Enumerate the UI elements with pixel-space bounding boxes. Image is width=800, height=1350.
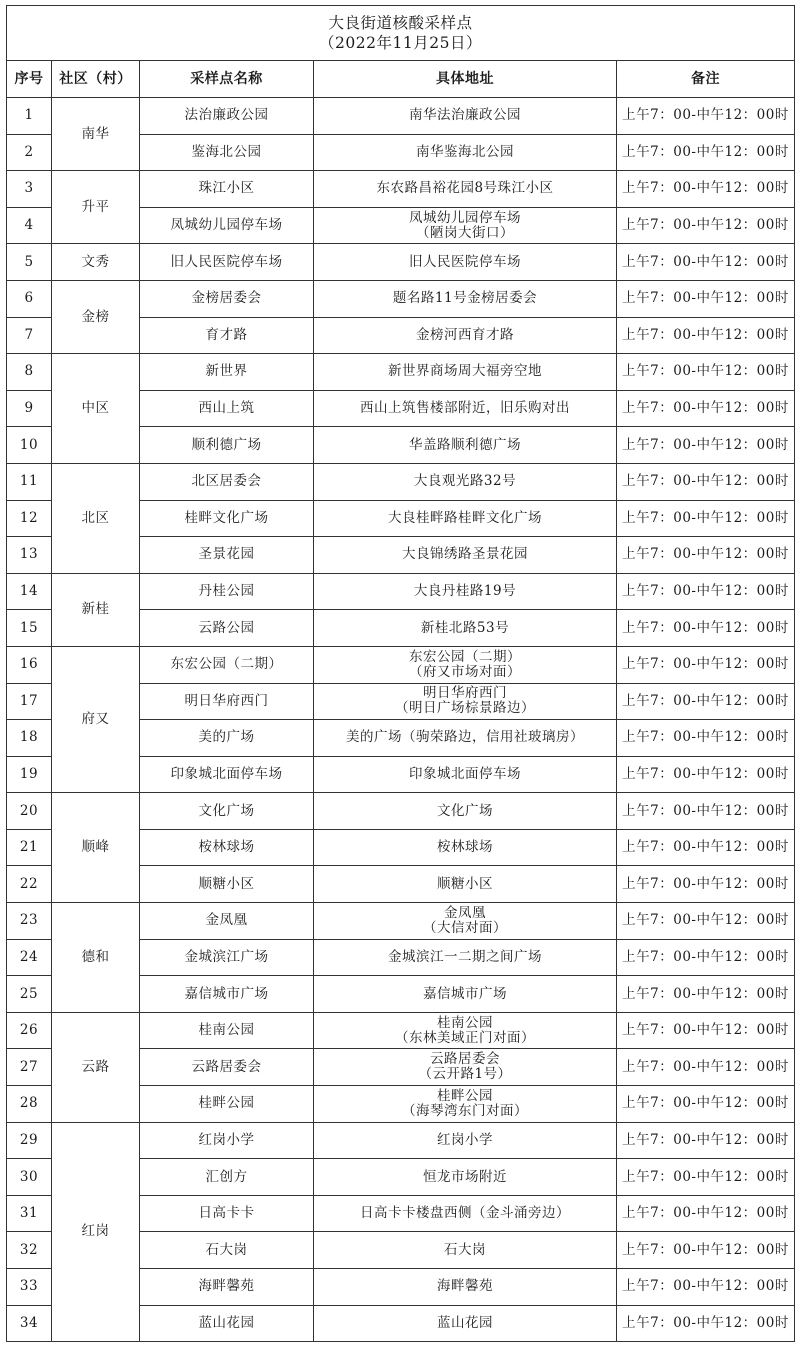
remark-hours: 上午7：00-中午12：00时 — [617, 134, 795, 171]
address-line: 大良锦绣路圣景花园 — [402, 546, 528, 563]
site-name: 桂畔文化广场 — [140, 500, 314, 537]
community-name: 北区 — [52, 463, 140, 573]
table-row — [7, 244, 795, 281]
remark-hours: 上午7：00-中午12：00时 — [617, 1049, 795, 1086]
site-name: 桂南公园 — [140, 1012, 314, 1049]
row-number: 31 — [7, 1195, 52, 1232]
address-line: 文化广场 — [437, 802, 493, 819]
address-note: （陋岗大街口） — [416, 224, 514, 241]
address-line: 顺糖小区 — [437, 875, 493, 892]
header-community: 社区（村） — [52, 61, 140, 98]
row-number: 4 — [7, 207, 52, 244]
table-row — [7, 354, 795, 391]
row-number: 7 — [7, 317, 52, 354]
address-line: 桂南公园 — [437, 1014, 493, 1031]
site-name: 桂畔公园 — [140, 1086, 314, 1123]
address-line: 恒龙市场附近 — [423, 1168, 507, 1185]
remark-hours: 上午7：00-中午12：00时 — [617, 390, 795, 427]
row-number: 28 — [7, 1086, 52, 1123]
site-address — [314, 1159, 617, 1196]
table-subtitle: （2022年11月25日） — [319, 34, 482, 52]
table-body — [7, 98, 795, 1342]
site-address — [314, 280, 617, 317]
table-row — [7, 171, 795, 208]
address-line: 海畔馨苑 — [437, 1278, 493, 1295]
site-address — [314, 500, 617, 537]
community-name: 顺峰 — [52, 793, 140, 903]
remark-hours: 上午7：00-中午12：00时 — [617, 756, 795, 793]
site-name: 圣景花园 — [140, 537, 314, 574]
address-line: 桉林球场 — [437, 839, 493, 856]
address-note: （海琴湾东门对面） — [402, 1102, 528, 1119]
site-address — [314, 244, 617, 281]
site-name: 桉林球场 — [140, 829, 314, 866]
address-line: 题名路11号金榜居委会 — [392, 290, 538, 307]
row-number: 13 — [7, 537, 52, 574]
address-line: 大良桂畔路桂畔文化广场 — [388, 509, 542, 526]
address-line: 南华鉴海北公园 — [416, 143, 514, 160]
community-name: 红岗 — [52, 1122, 140, 1342]
remark-hours: 上午7：00-中午12：00时 — [617, 537, 795, 574]
row-number: 16 — [7, 646, 52, 683]
remark-hours: 上午7：00-中午12：00时 — [617, 1086, 795, 1123]
remark-hours: 上午7：00-中午12：00时 — [617, 610, 795, 647]
row-number: 18 — [7, 720, 52, 757]
site-name: 顺糖小区 — [140, 866, 314, 903]
row-number: 34 — [7, 1305, 52, 1342]
address-line: 金凤凰 — [444, 904, 486, 921]
row-number: 21 — [7, 829, 52, 866]
remark-hours: 上午7：00-中午12：00时 — [617, 939, 795, 976]
site-address — [314, 1122, 617, 1159]
remark-hours: 上午7：00-中午12：00时 — [617, 683, 795, 720]
site-address — [314, 98, 617, 135]
site-name: 海畔馨苑 — [140, 1269, 314, 1306]
header-address: 具体地址 — [314, 61, 617, 98]
row-number: 32 — [7, 1232, 52, 1269]
site-address — [314, 427, 617, 464]
address-line: 东宏公园（二期） — [409, 648, 521, 665]
row-number: 33 — [7, 1269, 52, 1306]
site-address — [314, 1305, 617, 1342]
remark-hours: 上午7：00-中午12：00时 — [617, 427, 795, 464]
address-line: 新桂北路53号 — [420, 619, 510, 636]
site-name: 新世界 — [140, 354, 314, 391]
row-number: 5 — [7, 244, 52, 281]
community-name: 新桂 — [52, 573, 140, 646]
address-note: （大信对面） — [423, 919, 507, 936]
address-line: 云路居委会 — [430, 1051, 500, 1068]
site-name: 丹桂公园 — [140, 573, 314, 610]
remark-hours: 上午7：00-中午12：00时 — [617, 1122, 795, 1159]
row-number: 27 — [7, 1049, 52, 1086]
site-name: 云路居委会 — [140, 1049, 314, 1086]
row-number: 26 — [7, 1012, 52, 1049]
remark-hours: 上午7：00-中午12：00时 — [617, 1305, 795, 1342]
site-address — [314, 390, 617, 427]
remark-hours: 上午7：00-中午12：00时 — [617, 98, 795, 135]
site-name: 育才路 — [140, 317, 314, 354]
remark-hours: 上午7：00-中午12：00时 — [617, 720, 795, 757]
site-address — [314, 1195, 617, 1232]
address-note: （明日广场棕景路边） — [395, 700, 535, 717]
row-number: 11 — [7, 463, 52, 500]
site-name: 鉴海北公园 — [140, 134, 314, 171]
site-address — [314, 354, 617, 391]
site-name: 金城滨江广场 — [140, 939, 314, 976]
address-line: 红岗小学 — [437, 1131, 493, 1148]
remark-hours: 上午7：00-中午12：00时 — [617, 207, 795, 244]
site-name: 旧人民医院停车场 — [140, 244, 314, 281]
header-site: 采样点名称 — [140, 61, 314, 98]
site-address — [314, 1232, 617, 1269]
site-name: 红岗小学 — [140, 1122, 314, 1159]
site-address — [314, 829, 617, 866]
address-line: 大良丹桂路19号 — [413, 583, 517, 600]
community-name: 府又 — [52, 646, 140, 792]
address-line: 嘉信城市广场 — [423, 985, 507, 1002]
community-name: 升平 — [52, 171, 140, 244]
site-address — [314, 1049, 617, 1086]
remark-hours: 上午7：00-中午12：00时 — [617, 317, 795, 354]
table-title: 大良街道核酸采样点 — [328, 14, 473, 32]
remark-hours: 上午7：00-中午12：00时 — [617, 829, 795, 866]
site-name: 金凤凰 — [140, 903, 314, 940]
site-name: 美的广场 — [140, 720, 314, 757]
site-name: 北区居委会 — [140, 463, 314, 500]
site-name: 日高卡卡 — [140, 1195, 314, 1232]
remark-hours: 上午7：00-中午12：00时 — [617, 1232, 795, 1269]
header-row — [7, 61, 795, 98]
site-address — [314, 1269, 617, 1306]
site-name: 金榜居委会 — [140, 280, 314, 317]
community-name: 云路 — [52, 1012, 140, 1122]
site-address — [314, 171, 617, 208]
sampling-sites-table — [6, 5, 795, 1342]
row-number: 30 — [7, 1159, 52, 1196]
site-address — [314, 207, 617, 244]
community-name: 金榜 — [52, 280, 140, 353]
row-number: 15 — [7, 610, 52, 647]
site-name: 法治廉政公园 — [140, 98, 314, 135]
address-line: 西山上筑售楼部附近，旧乐购对出 — [360, 400, 570, 417]
table-title-cell — [7, 6, 795, 61]
row-number: 17 — [7, 683, 52, 720]
row-number: 3 — [7, 171, 52, 208]
community-name: 南华 — [52, 98, 140, 171]
community-name: 中区 — [52, 354, 140, 464]
site-address — [314, 903, 617, 940]
site-name: 嘉信城市广场 — [140, 976, 314, 1013]
address-line: 华盖路顺利德广场 — [409, 436, 521, 453]
row-number: 2 — [7, 134, 52, 171]
row-number: 9 — [7, 390, 52, 427]
site-address — [314, 537, 617, 574]
community-name: 文秀 — [52, 244, 140, 281]
site-address — [314, 793, 617, 830]
site-name: 凤城幼儿园停车场 — [140, 207, 314, 244]
site-address — [314, 976, 617, 1013]
address-line: 大良观光路32号 — [413, 473, 517, 490]
table-row — [7, 98, 795, 135]
remark-hours: 上午7：00-中午12：00时 — [617, 500, 795, 537]
row-number: 22 — [7, 866, 52, 903]
table-row — [7, 1122, 795, 1159]
address-line: 日高卡卡楼盘西侧（金斗涌旁边） — [360, 1205, 570, 1222]
remark-hours: 上午7：00-中午12：00时 — [617, 171, 795, 208]
address-line: 新世界商场周大福旁空地 — [388, 363, 542, 380]
address-note: （东林美域正门对面） — [395, 1029, 535, 1046]
row-number: 20 — [7, 793, 52, 830]
site-address — [314, 610, 617, 647]
site-address — [314, 720, 617, 757]
address-line: 旧人民医院停车场 — [409, 253, 521, 270]
remark-hours: 上午7：00-中午12：00时 — [617, 866, 795, 903]
site-address — [314, 134, 617, 171]
address-line: 金榜河西育才路 — [416, 326, 514, 343]
remark-hours: 上午7：00-中午12：00时 — [617, 646, 795, 683]
site-name: 东宏公园（二期） — [140, 646, 314, 683]
site-address — [314, 573, 617, 610]
row-number: 1 — [7, 98, 52, 135]
site-name: 文化广场 — [140, 793, 314, 830]
site-name: 汇创方 — [140, 1159, 314, 1196]
site-address — [314, 939, 617, 976]
row-number: 10 — [7, 427, 52, 464]
row-number: 14 — [7, 573, 52, 610]
site-address — [314, 1012, 617, 1049]
row-number: 12 — [7, 500, 52, 537]
address-note: （云开路1号） — [418, 1066, 512, 1083]
header-no: 序号 — [7, 61, 52, 98]
row-number: 19 — [7, 756, 52, 793]
table-row — [7, 1012, 795, 1049]
address-line: 明日华府西门 — [423, 685, 507, 702]
site-address — [314, 1086, 617, 1123]
site-address — [314, 683, 617, 720]
remark-hours: 上午7：00-中午12：00时 — [617, 1012, 795, 1049]
site-address — [314, 646, 617, 683]
table-row — [7, 463, 795, 500]
remark-hours: 上午7：00-中午12：00时 — [617, 1195, 795, 1232]
address-line: 蓝山花园 — [437, 1314, 493, 1331]
site-address — [314, 463, 617, 500]
site-address — [314, 317, 617, 354]
remark-hours: 上午7：00-中午12：00时 — [617, 463, 795, 500]
address-line: 南华法治廉政公园 — [409, 107, 521, 124]
remark-hours: 上午7：00-中午12：00时 — [617, 280, 795, 317]
community-name: 德和 — [52, 903, 140, 1013]
site-name: 西山上筑 — [140, 390, 314, 427]
row-number: 24 — [7, 939, 52, 976]
remark-hours: 上午7：00-中午12：00时 — [617, 244, 795, 281]
address-line: 凤城幼儿园停车场 — [409, 209, 521, 226]
address-line: 金城滨江一二期之间广场 — [388, 948, 542, 965]
site-name: 蓝山花园 — [140, 1305, 314, 1342]
site-name: 印象城北面停车场 — [140, 756, 314, 793]
address-line: 印象城北面停车场 — [409, 765, 521, 782]
remark-hours: 上午7：00-中午12：00时 — [617, 903, 795, 940]
remark-hours: 上午7：00-中午12：00时 — [617, 1269, 795, 1306]
row-number: 23 — [7, 903, 52, 940]
row-number: 6 — [7, 280, 52, 317]
row-number: 25 — [7, 976, 52, 1013]
row-number: 29 — [7, 1122, 52, 1159]
address-line: 美的广场（驹荣路边，信用社玻璃房） — [346, 729, 584, 746]
row-number: 8 — [7, 354, 52, 391]
site-name: 明日华府西门 — [140, 683, 314, 720]
remark-hours: 上午7：00-中午12：00时 — [617, 354, 795, 391]
header-remark: 备注 — [617, 61, 795, 98]
site-name: 石大岗 — [140, 1232, 314, 1269]
table-row — [7, 280, 795, 317]
remark-hours: 上午7：00-中午12：00时 — [617, 793, 795, 830]
table-row — [7, 903, 795, 940]
address-line: 桂畔公园 — [437, 1087, 493, 1104]
remark-hours: 上午7：00-中午12：00时 — [617, 976, 795, 1013]
site-name: 珠江小区 — [140, 171, 314, 208]
site-address — [314, 756, 617, 793]
remark-hours: 上午7：00-中午12：00时 — [617, 573, 795, 610]
table-row — [7, 573, 795, 610]
site-address — [314, 866, 617, 903]
address-note: （府又市场对面） — [409, 663, 521, 680]
address-line: 石大岗 — [444, 1241, 486, 1258]
site-name: 顺利德广场 — [140, 427, 314, 464]
remark-hours: 上午7：00-中午12：00时 — [617, 1159, 795, 1196]
site-name: 云路公园 — [140, 610, 314, 647]
table-row — [7, 793, 795, 830]
address-line: 东农路昌裕花园8号珠江小区 — [376, 180, 554, 197]
table-row — [7, 646, 795, 683]
